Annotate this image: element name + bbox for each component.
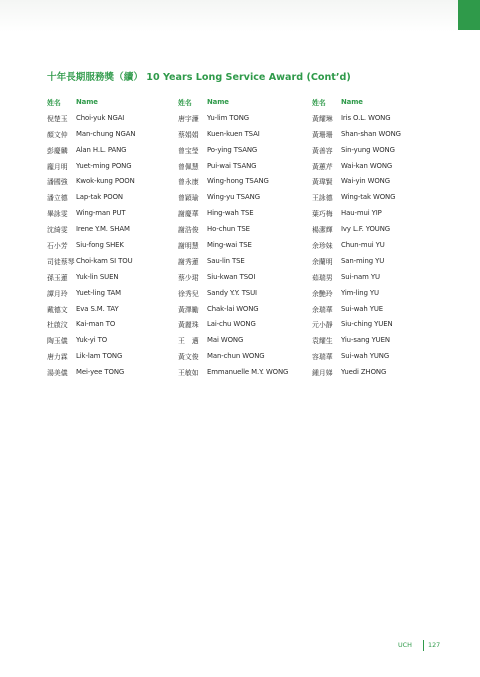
name-row xyxy=(47,364,135,380)
name-row xyxy=(312,253,401,269)
chinese-name: 王 邁 xyxy=(178,337,199,346)
english-name: Pui-wai TSANG xyxy=(207,161,257,170)
english-name: Yuk-lin SUEN xyxy=(76,272,119,281)
name-row xyxy=(178,189,288,205)
name-row xyxy=(47,142,135,158)
name-row xyxy=(312,364,401,380)
english-name: Sui-wah YUNG xyxy=(341,352,390,361)
chinese-name: 唐力霖 xyxy=(47,353,68,362)
name-row xyxy=(312,301,401,317)
name-row xyxy=(47,110,135,126)
column-header xyxy=(178,94,288,110)
chinese-name: 杜啟汶 xyxy=(47,321,68,330)
chinese-name: 黃耀琳 xyxy=(312,114,333,123)
name-row xyxy=(312,237,401,253)
english-name: Kuen-kuen TSAI xyxy=(207,129,260,138)
english-name: Lik-lam TONG xyxy=(76,352,123,361)
name-column-1 xyxy=(47,94,135,380)
name-row xyxy=(312,110,401,126)
english-name: Chak-lai WONG xyxy=(207,304,259,313)
english-name: Wai-kan WONG xyxy=(341,161,393,170)
chinese-name: 顏文仲 xyxy=(47,130,68,139)
name-row xyxy=(312,173,401,189)
english-name: Po-ying TSANG xyxy=(207,145,258,154)
english-name: Wing-yu TSANG xyxy=(207,193,260,202)
chinese-name: 黃蕙芹 xyxy=(312,162,333,171)
english-name: Yuet-ling TAM xyxy=(76,288,122,297)
english-name: Lap-tak POON xyxy=(76,193,123,202)
english-name: Yim-ling YU xyxy=(341,288,379,297)
english-name: Chun-mui YU xyxy=(341,240,385,249)
chinese-name: 余蘭明 xyxy=(312,257,333,266)
english-name: Kwok-kung POON xyxy=(76,177,135,186)
name-row xyxy=(47,316,135,332)
name-row xyxy=(312,348,401,364)
chinese-name: 湯美儀 xyxy=(47,369,68,378)
chinese-name: 石小芳 xyxy=(47,241,68,250)
english-name: Wing-hong TSANG xyxy=(207,177,269,186)
name-row xyxy=(178,110,288,126)
name-row xyxy=(312,158,401,174)
chinese-name: 余艷玲 xyxy=(312,289,333,298)
name-row xyxy=(312,205,401,221)
name-row xyxy=(312,332,401,348)
chinese-name: 曾永康 xyxy=(178,178,199,187)
chinese-name: 龐月明 xyxy=(47,162,68,171)
name-row xyxy=(178,253,288,269)
chinese-name: 潘國強 xyxy=(47,178,68,187)
chinese-name: 曾穎瑜 xyxy=(178,194,199,203)
page-tab-marker xyxy=(458,0,480,30)
english-name: Lai-chu WONG xyxy=(207,320,256,329)
chinese-name: 謝明慧 xyxy=(178,241,199,250)
english-name: Wing-man PUT xyxy=(76,209,126,218)
chinese-name: 黃珊珊 xyxy=(312,130,333,139)
name-row xyxy=(47,269,135,285)
name-row xyxy=(312,269,401,285)
english-name: Wing-tak WONG xyxy=(341,193,396,202)
chinese-name: 葉巧梅 xyxy=(312,210,333,219)
english-name: Choi-kam SI TOU xyxy=(76,256,133,265)
english-name: Siu-ching YUEN xyxy=(341,320,393,329)
english-name: Sandy Y.Y. TSUI xyxy=(207,288,257,297)
chinese-name: 曾宝瑩 xyxy=(178,146,199,155)
name-row xyxy=(178,285,288,301)
chinese-name: 黃善容 xyxy=(312,146,333,155)
name-row xyxy=(178,158,288,174)
chinese-name: 余瑞華 xyxy=(312,305,333,314)
name-row xyxy=(47,253,135,269)
english-name: Sin-yung WONG xyxy=(341,145,395,154)
column-header xyxy=(312,94,401,110)
english-name: Yu-lim TONG xyxy=(207,113,250,122)
name-row xyxy=(178,126,288,142)
chinese-name: 譚月玲 xyxy=(47,289,68,298)
chinese-name: 蔡娟娟 xyxy=(178,130,199,139)
chinese-name: 容瑞華 xyxy=(312,353,333,362)
english-name: Irene Y.M. SHAM xyxy=(76,225,130,234)
name-column-3 xyxy=(312,94,401,380)
english-name: Alan H.L. PANG xyxy=(76,145,127,154)
name-row xyxy=(312,285,401,301)
english-name: Mai WONG xyxy=(207,336,244,345)
name-row xyxy=(47,348,135,364)
chinese-name: 鍾月娣 xyxy=(312,369,333,378)
name-row xyxy=(178,237,288,253)
chinese-name: 孫玉蓮 xyxy=(47,273,68,282)
name-row xyxy=(47,189,135,205)
name-row xyxy=(47,205,135,221)
header-zh: 姓名 xyxy=(47,98,61,107)
chinese-name: 唐宇濂 xyxy=(178,114,199,123)
name-row xyxy=(47,221,135,237)
chinese-name: 戴德文 xyxy=(47,305,68,314)
english-name: San-ming YU xyxy=(341,256,385,265)
name-row xyxy=(47,285,135,301)
name-row xyxy=(178,364,288,380)
chinese-name: 茹瑞男 xyxy=(312,273,333,282)
english-name: Mei-yee TONG xyxy=(76,368,125,377)
chinese-name: 倪楚玉 xyxy=(47,114,68,123)
english-name: Ho-chun TSE xyxy=(207,225,250,234)
english-name: Yuedi ZHONG xyxy=(341,368,387,377)
page-title: 十年長期服務獎（續） 10 Years Long Service Award (Cont’d) xyxy=(47,72,351,83)
english-name: Sau-lin TSE xyxy=(207,256,245,265)
name-row xyxy=(312,221,401,237)
chinese-name: 袁耀生 xyxy=(312,337,333,346)
name-row xyxy=(178,221,288,237)
english-name: Choi-yuk NGAI xyxy=(76,113,125,122)
chinese-name: 余珍妹 xyxy=(312,241,333,250)
chinese-name: 潘立德 xyxy=(47,194,68,203)
name-row xyxy=(47,173,135,189)
english-name: Yuk-yi TO xyxy=(76,336,108,345)
header-en: Name xyxy=(76,97,98,106)
chinese-name: 蔡少珺 xyxy=(178,273,199,282)
name-row xyxy=(178,173,288,189)
chinese-name: 彭慶麟 xyxy=(47,146,68,155)
name-row xyxy=(178,269,288,285)
english-name: Kai-man TO xyxy=(76,320,116,329)
chinese-name: 曾佩慧 xyxy=(178,162,199,171)
chinese-name: 謝浩俊 xyxy=(178,226,199,235)
chinese-name: 司徒蔡琴 xyxy=(47,257,75,266)
name-row xyxy=(178,205,288,221)
chinese-name: 楊潔輝 xyxy=(312,226,333,235)
chinese-name: 謝秀蓮 xyxy=(178,257,199,266)
chinese-name: 徐秀兒 xyxy=(178,289,199,298)
english-name: Sui-wah YUE xyxy=(341,304,384,313)
chinese-name: 沈綺雯 xyxy=(47,226,68,235)
chinese-name: 黃麗珠 xyxy=(178,321,199,330)
english-name: Ming-wai TSE xyxy=(207,240,252,249)
name-row xyxy=(47,126,135,142)
chinese-name: 元小靜 xyxy=(312,321,333,330)
column-header xyxy=(47,94,135,110)
english-name: Iris O.L. WONG xyxy=(341,113,391,122)
chinese-name: 畢詠雯 xyxy=(47,210,68,219)
english-name: Wai-yin WONG xyxy=(341,177,390,186)
english-name: Siu-fong SHEK xyxy=(76,240,124,249)
name-row xyxy=(47,237,135,253)
name-row xyxy=(312,142,401,158)
footer-org: UCH xyxy=(398,641,412,649)
english-name: Yuet-ming PONG xyxy=(76,161,132,170)
name-row xyxy=(47,332,135,348)
name-row xyxy=(312,189,401,205)
name-row xyxy=(178,301,288,317)
name-column-2 xyxy=(178,94,288,380)
english-name: Sui-nam YU xyxy=(341,272,380,281)
header-en: Name xyxy=(341,97,363,106)
chinese-name: 王敏如 xyxy=(178,369,199,378)
name-row xyxy=(178,142,288,158)
english-name: Shan-shan WONG xyxy=(341,129,401,138)
english-name: Ivy L.F. YOUNG xyxy=(341,225,391,234)
chinese-name: 謝慶華 xyxy=(178,210,199,219)
chinese-name: 黃澤勵 xyxy=(178,305,199,314)
english-name: Hing-wah TSE xyxy=(207,209,254,218)
header-en: Name xyxy=(207,97,229,106)
english-name: Man-chun WONG xyxy=(207,352,265,361)
top-band xyxy=(0,0,480,32)
english-name: Yiu-sang YUEN xyxy=(341,336,390,345)
english-name: Siu-kwan TSOI xyxy=(207,272,256,281)
english-name: Hau-mui YIP xyxy=(341,209,382,218)
chinese-name: 陶玉儀 xyxy=(47,337,68,346)
header-zh: 姓名 xyxy=(178,98,192,107)
name-row xyxy=(312,316,401,332)
chinese-name: 黃瑋賢 xyxy=(312,178,333,187)
name-row xyxy=(178,348,288,364)
english-name: Eva S.M. TAY xyxy=(76,304,119,313)
chinese-name: 王詠德 xyxy=(312,194,333,203)
footer-divider xyxy=(423,640,424,651)
english-name: Emmanuelle M.Y. WONG xyxy=(207,368,289,377)
name-row xyxy=(312,126,401,142)
english-name: Man-chung NGAN xyxy=(76,129,136,138)
page-number: 127 xyxy=(428,641,441,649)
name-row xyxy=(47,301,135,317)
name-row xyxy=(47,158,135,174)
chinese-name: 黃文俊 xyxy=(178,353,199,362)
name-row xyxy=(178,316,288,332)
header-zh: 姓名 xyxy=(312,98,326,107)
name-row xyxy=(178,332,288,348)
